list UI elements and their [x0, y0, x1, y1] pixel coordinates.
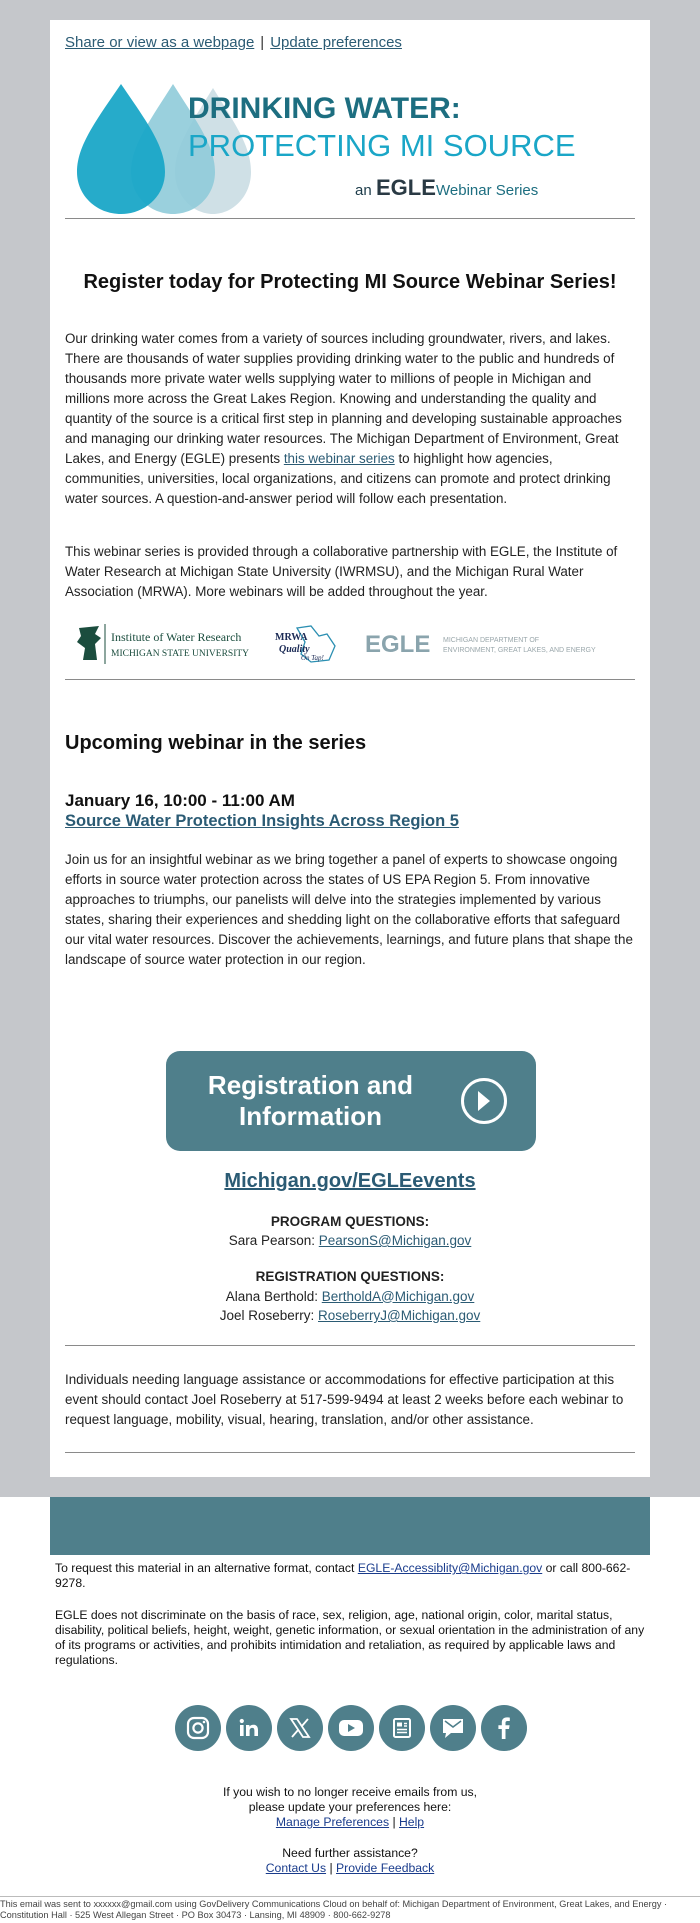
egle-dept-line2: ENVIRONMENT, GREAT LAKES, AND ENERGY [443, 647, 596, 654]
registration-questions-heading: REGISTRATION QUESTIONS: [255, 1269, 445, 1284]
unsubscribe-block [0, 1785, 700, 1830]
registration-contact-2-email[interactable]: RoseberryJ@Michigan.gov [318, 1308, 481, 1323]
top-links-separator: | [260, 34, 265, 51]
program-questions-heading: PROGRAM QUESTIONS: [270, 1214, 430, 1229]
link-separator: | [329, 1861, 333, 1875]
banner-egle-brand: EGLE [376, 175, 436, 200]
egle-dept-line1: MICHIGAN DEPARTMENT OF [443, 637, 540, 644]
unsubscribe-line-1: If you wish to no longer receive emails from us, [222, 1785, 477, 1799]
webinar-series-link[interactable]: this webinar series [283, 451, 395, 466]
webinar-banner [65, 74, 635, 224]
top-links [65, 34, 402, 51]
footer-teal-bar [50, 1497, 650, 1555]
banner-an: an [355, 182, 372, 199]
banner-title-line2: PROTECTING MI SOURCE [188, 128, 576, 163]
program-questions [65, 1212, 635, 1250]
registration-button[interactable] [166, 1051, 536, 1151]
msu-spartan-icon [77, 626, 101, 660]
egle-partner-brand: EGLE [365, 631, 431, 658]
email-icon[interactable] [430, 1705, 476, 1751]
sent-to-note: This email was sent to xxxxxx@gmail.com using GovDelivery Communications Cloud on behalf of: Michigan Department of Environment, Great Lakes, and Energy · Constitution Hall · 525 West Allegan Street · PO Box 30473 · Lansing, MI 48909 · 800-662-9278 [0, 1899, 668, 1920]
unsubscribe-line-2: please update your preferences here: [248, 1800, 452, 1814]
divider [65, 1345, 635, 1346]
link-separator: | [392, 1815, 396, 1829]
mrwa-tag-2: On Tap! [301, 654, 324, 662]
help-link[interactable]: Help [399, 1815, 425, 1829]
instagram-icon[interactable] [175, 1705, 221, 1751]
alt-format-note [55, 1561, 645, 1591]
preference-links [0, 1815, 700, 1830]
registration-contact-1 [65, 1287, 635, 1307]
alt-format-text-before: To request this material in an alternative format, contact [55, 1561, 358, 1575]
intro-headline: Register today for Protecting MI Source Webinar Series! [83, 271, 617, 293]
social-icons [175, 1705, 527, 1751]
mrwa-logo [275, 626, 335, 662]
facebook-icon[interactable] [481, 1705, 527, 1751]
youtube-icon[interactable] [328, 1705, 374, 1751]
update-preferences-link[interactable]: Update preferences [270, 34, 402, 51]
need-help-text: Need further assistance? [282, 1846, 418, 1860]
alt-format-text-after: or call 800-662-9278. [55, 1561, 631, 1590]
contact-us-link[interactable]: Contact Us [265, 1861, 327, 1875]
webinar-date: January 16, 10:00 - 11:00 AM [65, 791, 295, 810]
nondiscrimination-note: EGLE does not discriminate on the basis of race, sex, religion, age, national origin, color, marital status, disability, political beliefs, height, weight, genetic information, or sexual orientation in the administration of any of its programs or activities, and prohibits intimidation and retaliation, as required by applicable laws and regulations. [55, 1608, 645, 1667]
events-link-row [65, 1170, 635, 1193]
manage-preferences-link[interactable]: Manage Preferences [275, 1815, 390, 1829]
iwr-university: MICHIGAN STATE UNIVERSITY [111, 649, 250, 659]
provide-feedback-link[interactable]: Provide Feedback [336, 1861, 435, 1875]
iwr-name: Institute of Water Research [111, 630, 242, 644]
accommodation-note: Individuals needing language assistance or accommodations for effective participation at this event should contact Joel Roseberry at 517-599-9494 at least 2 weeks before each webinar to request language, mobility, visual, hearing, translation, and/or other assistance. [65, 1372, 624, 1427]
intro-p1-text-after: to highlight how agencies, communities, universities, local organizations, and citizens can promote and protect drinking water sources. A question-and-answer period will follow each presentation. [65, 451, 611, 506]
egle-events-link[interactable]: Michigan.gov/EGLEevents [224, 1170, 476, 1192]
mrwa-tag-1: Quality [279, 644, 310, 655]
bottom-divider [0, 1896, 700, 1897]
divider [65, 679, 635, 680]
newsletter-icon[interactable] [379, 1705, 425, 1751]
banner-title-line1: DRINKING WATER: [188, 92, 461, 125]
mrwa-name: MRWA [275, 632, 308, 643]
chevron-right-icon [461, 1078, 507, 1124]
intro-p1-text-before: Our drinking water comes from a variety of sources including groundwater, rivers, and lakes. There are thousands of water supplies providing drinking water to the public and hundreds of thousands more private water wells supplying water to millions of people in Michigan and millions more across the Great Lakes Region. Knowing and understanding the quality and quantity of the source is a critical first step in planning and developing sustainable approaches and managing our drinking water resources. The Michigan Department of Environment, Great Lakes, and Energy (EGLE) presents [65, 331, 622, 466]
divider [65, 1452, 635, 1453]
upcoming-section-title: Upcoming webinar in the series [65, 732, 367, 754]
banner-series: Webinar Series [436, 182, 539, 199]
registration-button-line2: Information [239, 1101, 382, 1131]
registration-contact-1-name: Alana Berthold: [225, 1288, 318, 1304]
assistance-block [0, 1846, 700, 1876]
webinar-title-link[interactable]: Source Water Protection Insights Across Region 5 [65, 812, 459, 830]
registration-questions [65, 1267, 635, 1326]
email-card [50, 20, 650, 1477]
registration-contact-2 [65, 1306, 635, 1326]
share-webpage-link[interactable]: Share or view as a webpage [65, 34, 255, 51]
intro-paragraph-2: This webinar series is provided through a collaborative partnership with EGLE, the Institute of Water Research at Michigan State University (IWRMSU), and the Michigan Rural Water Association (MRWA). More webinars will be added throughout the year. [65, 544, 618, 599]
intro-paragraph-1 [65, 329, 635, 509]
registration-button-line1: Registration and [207, 1070, 414, 1100]
webinar-description: Join us for an insightful webinar as we bring together a panel of experts to showcase ongoing efforts in source water protection across the states of US EPA Region 5. From innovative approaches to triumphs, our panelists will delve into the strategies implemented by various states, sharing their experiences and shedding light on the collaborative efforts that safeguard our vital water resources. Discover the achievements, learnings, and future plans that shape the landscape of source water protection in our region. [65, 852, 633, 967]
divider [65, 218, 635, 219]
program-contact [65, 1231, 635, 1250]
accessibility-email-link[interactable]: EGLE-Accessiblity@Michigan.gov [357, 1561, 543, 1575]
x-icon[interactable] [277, 1705, 323, 1751]
registration-contact-1-email[interactable]: BertholdA@Michigan.gov [321, 1288, 475, 1304]
registration-contact-2-name: Joel Roseberry: [219, 1308, 315, 1323]
partner-logos [65, 620, 635, 668]
linkedin-icon[interactable] [226, 1705, 272, 1751]
assistance-links [0, 1861, 700, 1876]
program-contact-email[interactable]: PearsonS@Michigan.gov [318, 1233, 472, 1248]
registration-button-label [178, 1070, 443, 1132]
program-contact-name: Sara Pearson: [228, 1233, 315, 1248]
